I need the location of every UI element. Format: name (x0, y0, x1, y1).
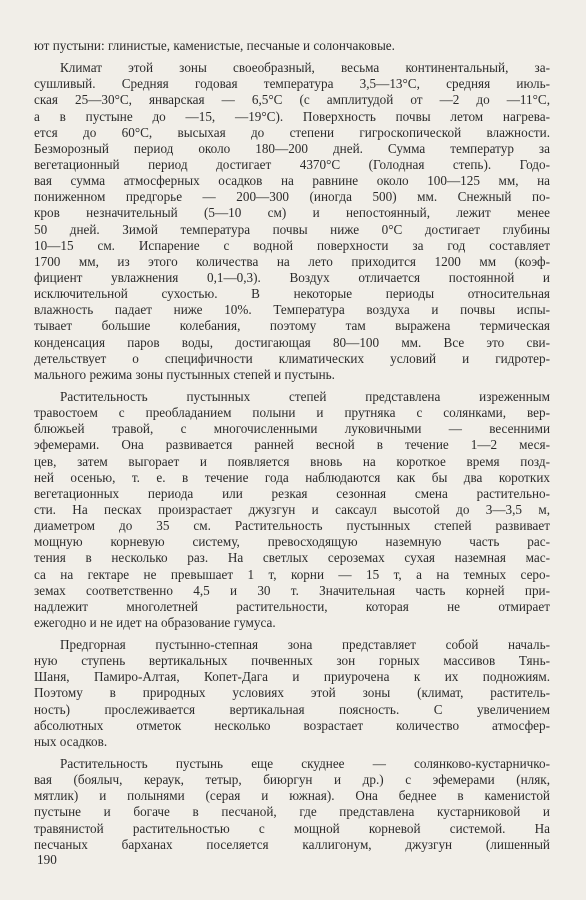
text-line: ют пустыни: глинистые, каменистые, песчаные и солончаковые. (34, 38, 395, 53)
page-body (34, 38, 550, 853)
paragraph-vegetation-steppes (34, 389, 550, 631)
text-line: песчаных барханах поселяется каллигонум, джузгун (лишенный (34, 836, 550, 852)
text-line: 10—15 см. Испарение с водной поверхности за год составляет (34, 237, 550, 253)
text-line: сушливый. Средняя годовая температура 3,5—13°С, средняя июль- (34, 76, 550, 92)
text-line: ежегодно и не идет на образование гумуса. (34, 614, 276, 630)
text-line: надлежит многолетней растительности, которая не отмирает (34, 598, 550, 614)
text-line: 1700 мм, из этого количества на лето приходится 1200 мм (коэф- (34, 253, 550, 269)
text-line: ность) прослеживается вертикальная поясность. С увеличением (34, 701, 550, 717)
text-line: мятлик) и полынями (серая и южная). Она беднее в каменистой (34, 788, 550, 804)
text-line: ней осенью, т. е. в течение года наблюдаются как бы два коротких (34, 469, 550, 485)
text-line: ную ступень вертикальных почвенных зон горных массивов Тянь- (34, 653, 550, 669)
text-line: тения в несколько раз. На светлых сероземах сухая наземная мас- (34, 550, 550, 566)
paragraph-climate (34, 60, 550, 383)
text-line: травостоем с преобладанием полыни и прутняка с солянками, вер- (34, 405, 550, 421)
text-line: Шаня, Памиро-Алтая, Копет-Дага и приурочена к их подножиям. (34, 669, 550, 685)
text-line: цев, затем выгорает и появляется вновь на короткое время позд- (34, 453, 550, 469)
text-line: Растительность пустынных степей представлена изреженным (60, 388, 550, 404)
text-line: мального режима зоны пустынных степей и пустынь. (34, 366, 335, 382)
text-line: 50 дней. Зимой температура почвы ниже 0°С достигает глубины (34, 221, 550, 237)
text-line: ных осадков. (34, 733, 108, 749)
text-line: вая сумма атмосферных осадков на равнине около 100—125 мм, на (34, 173, 550, 189)
text-line: са на гектаре не превышает 1 т, корни — 15 т, а на темных серо- (34, 566, 550, 582)
text-line: пониженном предгорье — 200—300 (иногда 500) мм. Снежный по- (34, 189, 550, 205)
text-line: сти. На песках произрастает джузгун и саксаул высотой до 3—3,5 м, (34, 501, 550, 517)
text-line: блюжьей травой, с многочисленными луковичными — весенними (34, 421, 550, 437)
text-line: ская 25—30°С, январская — 6,5°С (с амплитудой от —2 до —11°С, (34, 92, 550, 108)
paragraph-zone-soils-end (34, 38, 550, 54)
text-line: эфемерами. Она развивается ранней весной в течение 1—2 меся- (34, 437, 550, 453)
text-line: исключительной сухостью. В некоторые периоды относительная (34, 286, 550, 302)
paragraph-vegetation-deserts (34, 756, 550, 853)
text-line: вегетационный период достигает 4370°С (Голодная степь). Годо- (34, 156, 550, 172)
text-line: диаметром до 35 см. Растительность пустынных степей развивает (34, 518, 550, 534)
text-line: Поэтому в природных условиях этой зоны (климат, раститель- (34, 685, 550, 701)
text-line: кров незначительный (5—10 см) и непостоянный, лежит менее (34, 205, 550, 221)
text-line: фициент увлажнения 0,1—0,3). Воздух отличается постоянной и (34, 269, 550, 285)
text-line: Растительность пустынь еще скуднее — солянково-кустарничко- (60, 756, 550, 772)
text-line: вегетационных периода или резкая сезонная смена растительно- (34, 485, 550, 501)
text-line: ется до 60°С, высыхая до степени гигроскопической влажности. (34, 124, 550, 140)
text-line: абсолютных отметок несколько возрастает количество атмосфер- (34, 717, 550, 733)
text-line: влажность падает ниже 10%. Температура воздуха и почвы испы- (34, 302, 550, 318)
text-line: пустыне и богаче в песчаной, где представлена кустарниковой и (34, 804, 550, 820)
text-line: Предгорная пустынно-степная зона представляет собой началь- (60, 637, 550, 653)
text-line: вая (боялыч, кераук, тетыр, биюргун и др.) с эфемерами (нляк, (34, 772, 550, 788)
text-line: тывает большие колебания, поэтому там выражена термическая (34, 318, 550, 334)
text-line: мощную корневую систему, превосходящую наземную часть рас- (34, 534, 550, 550)
text-line: детельствует о специфичности климатических условий и гидротер- (34, 350, 550, 366)
text-line: травянистой растительностью с мощной корневой системой. На (34, 820, 550, 836)
text-line: Безморозный период около 180—200 дней. Сумма температур за (34, 140, 550, 156)
text-line: земах соответственно 4,5 и 30 т. Значительная часть корней при- (34, 582, 550, 598)
text-line: Климат этой зоны своеобразный, весьма континентальный, за- (60, 60, 550, 76)
page-number: 190 (37, 852, 57, 867)
text-line: конденсация паров воды, достигающая 80—100 мм. Все это сви- (34, 334, 550, 350)
paragraph-foothill-zone (34, 637, 550, 750)
text-line: а в пустыне до —15, —19°С). Поверхность почвы летом нагрева- (34, 108, 550, 124)
